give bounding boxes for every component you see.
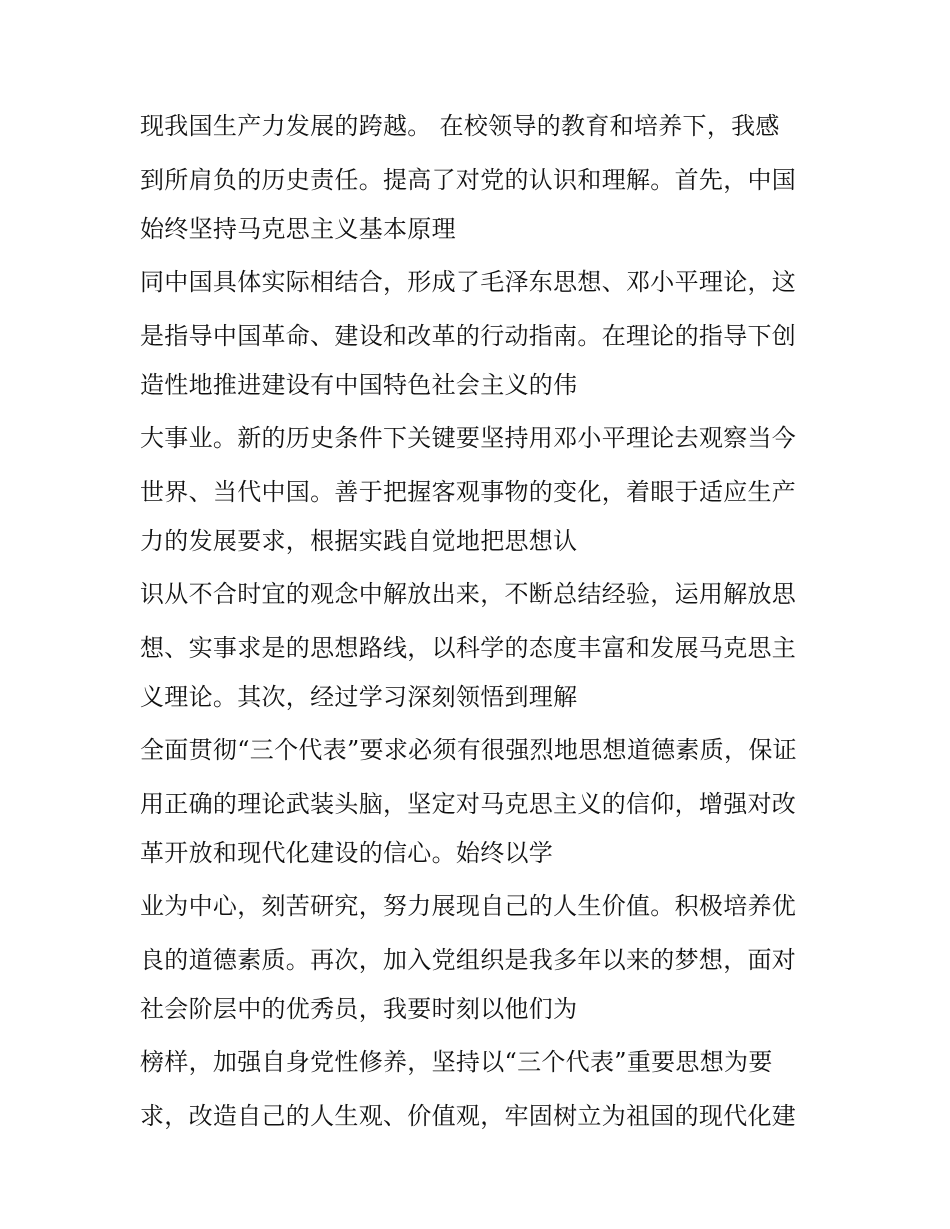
text-line: 榜样，加强自身党性修养，坚持以“三个代表”重要思想为要 [140,1048,773,1076]
text-line: 义理论。其次，经过学习深刻领悟到理解 [140,683,578,711]
text-line: 业为中心，刻苦研究，努力展现自己的人生价值。积极培养优 [140,892,797,920]
text-line: 革开放和现代化建设的信心。始终以学 [140,839,554,867]
text-line: 社会阶层中的优秀员，我要时刻以他们为 [140,995,578,1023]
text-line: 全面贯彻“三个代表”要求必须有很强烈地思想道德素质，保证 [140,736,797,764]
text-line: 现我国生产力发展的跨越。 在校领导的教育和培养下，我感 [140,112,780,140]
text-line: 求，改造自己的人生观、价值观，牢固树立为祖国的现代化建 [140,1102,797,1130]
text-line: 大事业。新的历史条件下关键要坚持用邓小平理论去观察当今 [140,424,797,452]
text-line: 想、实事求是的思想路线，以科学的态度丰富和发展马克思主 [140,634,797,662]
text-line: 到所肩负的历史责任。提高了对党的认识和理解。首先，中国 [140,166,797,194]
text-line: 始终坚持马克思主义基本原理 [140,215,456,243]
text-line: 世界、当代中国。善于把握客观事物的变化，着眼于适应生产 [140,478,797,506]
text-line: 用正确的理论武装头脑，坚定对马克思主义的信仰，增强对改 [140,790,797,818]
text-line: 良的道德素质。再次，加入党组织是我多年以来的梦想，面对 [140,946,797,974]
text-line: 同中国具体实际相结合，形成了毛泽东思想、邓小平理论，这 [140,268,797,296]
text-line: 识从不合时宜的观念中解放出来，不断总结经验，运用解放思 [140,580,797,608]
text-line: 是指导中国革命、建设和改革的行动指南。在理论的指导下创 [140,322,797,350]
text-line: 力的发展要求，根据实践自觉地把思想认 [140,527,578,555]
text-line: 造性地推进建设有中国特色社会主义的伟 [140,371,578,399]
